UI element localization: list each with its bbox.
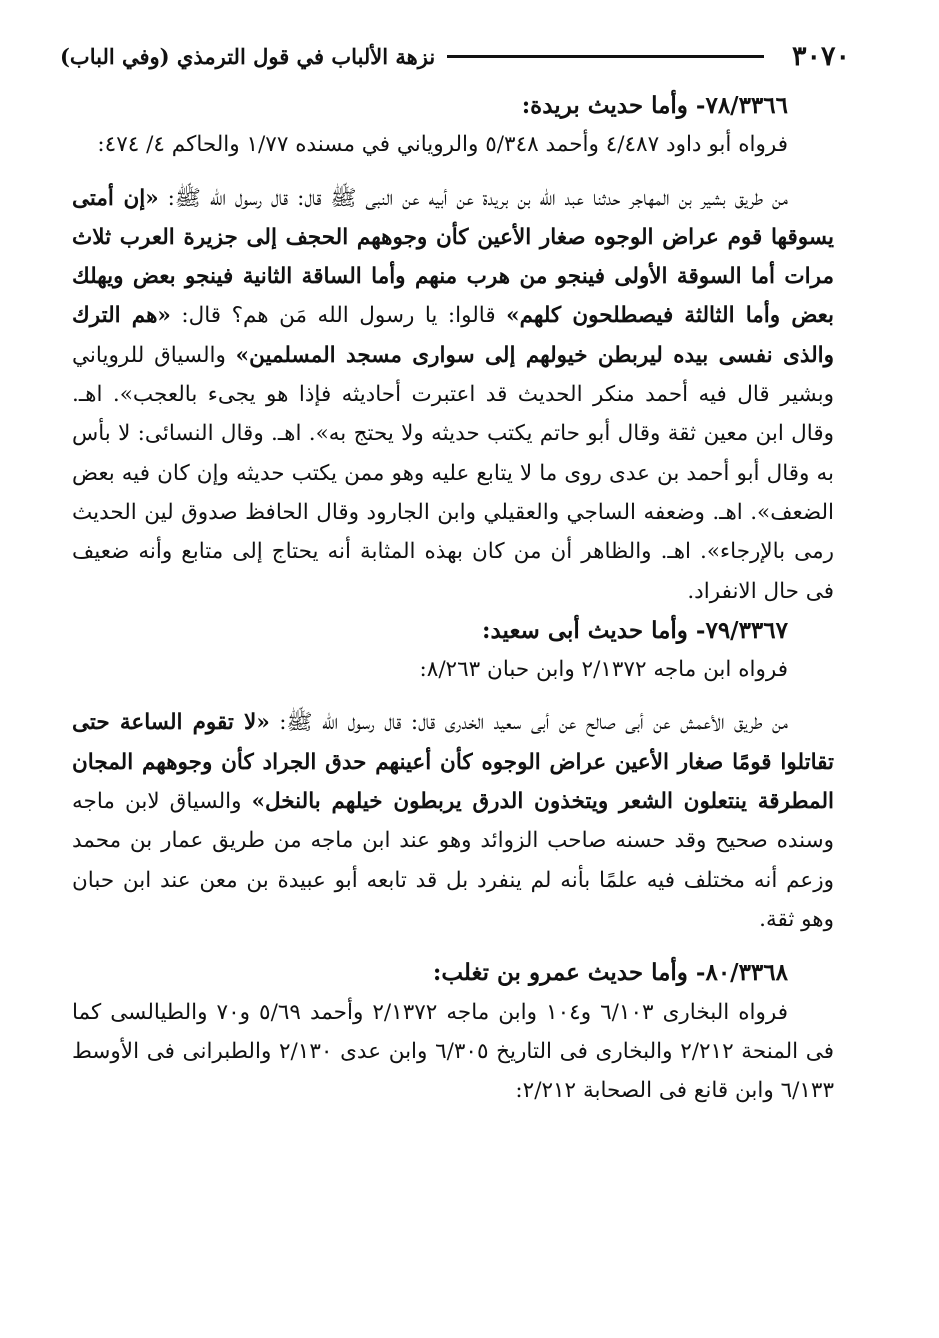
paragraph: فرواه البخارى ٦/١٠٣ و١٠٤ وابن ماجه ٢/١٣٧٢ وأحمد ٥/٦٩ و٧٠ والطيالسى كما فى المنحة ٢/٢١٢ والبخارى فى التاريخ ٦/٣٠٥ وابن عدى ٢/١٣٠ والطبرانى فى الأوسط ٦/١٣٣ وابن قانع فى الصحابة ٢/٢١٢: (72, 999, 835, 1104)
hadith-text: «هم الترك والذى نفسى بيده ليربطن خيولهم إلى سوارى مسجد المسلمين» (72, 303, 835, 368)
text-run: قالوا: يا رسول الله مَن هم؟ قال: (170, 303, 507, 329)
page-number: ٣٠٧٠ (791, 40, 850, 72)
hadith-text: «إن أمتى يسوقها قوم عراض الوجوه صغار الأعين كأن وجوههم الحجف إلى جزيرة العرب ثلاث مرات أما السوقة الأولى فينجو من هرب منهم وأما الساقة الثانية فينجو بعض ويهلك بعض وأما الثالثة فيصطلحون كلهم» (72, 185, 835, 329)
text-run: والسياق للروياني وبشير قال فيه أحمد منكر الحديث قد اعتبرت أحاديثه فإذا هو يجىء بالعجب». اهـ. وقال ابن معين ثقة وقال أبو حاتم يكتب حديثه ولا يحتج به». اهـ. وقال النسائى: لا بأس به وقال أبو أحمد بن عدى روى ما لا يتابع عليه وهو ممن يكتب حديثه وإن كان فيه بعض الضعف». اهـ. وضعفه الساجي والعقيلي وابن الجارود وقال الحافظ صدوق لين الحديث رمى بالإرجاء». اهـ. والظاهر أن من كان بهذه المثابة أنه يحتاج إلى متابع وأنه ضعيف فى حال الانفراد. (72, 342, 834, 604)
section-heading: ٧٩/٣٣٦٧- وأما حديث أبى سعيد: (481, 616, 788, 644)
paragraph: فرواه ابن ماجه ٢/١٣٧٢ وابن حبان ٨/٢٦٣: (419, 657, 788, 683)
text-run: من طريق بشير بن المهاجر حدثنا عبد الله بن بريدة عن أبيه عن النبى ﷺ قال: قال رسول الله ﷺ: (158, 185, 788, 211)
paragraph (72, 179, 834, 611)
paragraph (72, 703, 834, 939)
section-heading: ٧٨/٣٣٦٦- وأما حديث بريدة: (521, 92, 788, 119)
text-run: والسياق لابن ماجه وسنده صحيح وقد حسنه صاحب الزوائد وهو عند ابن ماجه من طريق عمار بن محمد وزعم أنه مختلف فيه علمًا بأنه لم ينفرد بل قد تابعه أبو عبيدة بن معن عند ابن حبان وهو ثقة. (72, 789, 834, 932)
text-run: من طريق الأعمش عن أبى صالح عن أبى سعيد الخدرى قال: قال رسول الله ﷺ: (269, 710, 788, 736)
paragraph: فرواه أبو داود ٤/٤٨٧ وأحمد ٥/٣٤٨ والروياني في مسنده ١/٧٧ والحاكم ٤/ ٤٧٤: (97, 132, 788, 158)
hadith-text: «لا تقوم الساعة حتى تقاتلوا قومًا صغار الأعين عراض الوجوه كأن أعينهم حدق الجراد كأن وجوههم المجان المطرقة ينتعلون الشعر ويتخذون الدرق يربطون خيلهم بالنخل» (72, 710, 835, 815)
page-body (72, 86, 834, 1110)
section-heading: ٨٠/٣٣٦٨- وأما حديث عمرو بن تغلب: (432, 959, 788, 987)
page-header (60, 36, 850, 76)
running-title: نزهة الألباب في قول الترمذي (وفي الباب) (60, 43, 436, 69)
header-rule (447, 55, 764, 58)
